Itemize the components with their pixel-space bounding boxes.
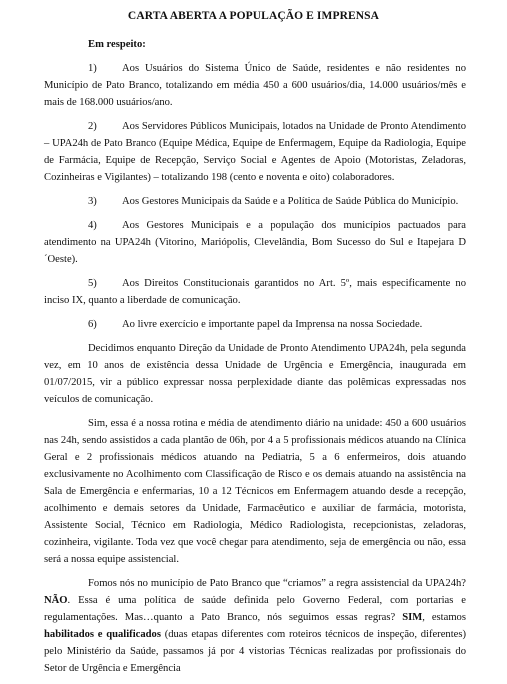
- item-text: Aos Usuários do Sistema Único de Saúde, residentes e não residentes no Município de Pato Branco, totalizando em média 450 a 600 usuários/dia, 14.000 usuários/mês e mais de 168.000 usuários/ano.: [44, 63, 466, 108]
- list-item: [44, 193, 466, 210]
- item-number: 3): [88, 196, 97, 207]
- item-text: Aos Gestores Municipais da Saúde e a Política de Saúde Pública do Município.: [122, 196, 459, 207]
- qualified-phrase: habilitados e qualificados: [44, 629, 161, 640]
- paragraph-rules-g: (duas etapas diferentes com roteiros técnicos de inspeção, diferentes) pelo Ministério da Saúde, passamos já por 4 vistorias Técnicas realizadas por profissionais do Setor de Urgência e Emergência: [44, 629, 466, 674]
- item-text: Aos Servidores Públicos Municipais, lotados na Unidade de Pronto Atendimento – UPA24h de Pato Branco (Equipe Médica, Equipe de Enfermagem, Equipe da Radiologia, Equipe de Farmácia, Equipe de Recepção, Serviço Social e Agentes de Apoio (Motoristas, Zeladoras, Cozinheiras e Vigilantes) – totalizando 198 (cento e noventa e oito) colaboradores.: [44, 121, 466, 183]
- paragraph-decision: Decidimos enquanto Direção da Unidade de Pronto Atendimento UPA24h, pela segunda vez, em 10 anos de existência dessa Unidade de Urgência e Emergência, inaugurada em 01/07/2015, vir a público expressar nossa perplexidade diante das polêmicas expressadas nos veículos de comunicação.: [44, 343, 466, 405]
- document-title: CARTA ABERTA A POPULAÇÃO E IMPRENSA: [127, 10, 380, 22]
- answer-no: NÃO: [44, 595, 68, 606]
- paragraph-routine: Sim, essa é a nossa rotina e média de atendimento diário na unidade: 450 a 600 usuários nas 24h, sendo assistidos a cada plantão de 06h, por 4 a 5 profissionais médicos atuando na Clínica Geral e 2 profissionais médicos atuando na Pediatria, 5 a 6 enfermeiros, dois atuando exclusivamente no Acolhimento com Classificação de Risco e os demais atuando na assistência na Sala de Emergência e enfermarias, 10 a 12 Técnicos em Enfermagem atuando desde a recepção, acolhimento e demais setores da Unidade, Farmacêutico e auxiliar de farmácia, motorista, Assistente Social, Técnico em Radiologia, Médico Radiologista, recepcionistas, zeladoras, cozinheira, vigilante. Toda vez que você chegar para atendimento, seja de emergência ou não, essa será a nossa equipe assistencial.: [44, 418, 466, 565]
- list-item: [44, 118, 466, 186]
- item-number: 2): [88, 121, 97, 132]
- paragraph-rules-e: , estamos: [422, 612, 466, 623]
- item-number: 4): [88, 220, 97, 231]
- document-body: [44, 36, 466, 684]
- list-item: [44, 275, 466, 309]
- list-item: [44, 217, 466, 268]
- list-item: [44, 60, 466, 111]
- greeting: Em respeito:: [88, 39, 146, 50]
- item-text: Ao livre exercício e importante papel da Imprensa na nossa Sociedade.: [122, 319, 423, 330]
- item-number: 1): [88, 63, 97, 74]
- item-text: Aos Gestores Municipais e a população dos municípios pactuados para atendimento na UPA24h (Vitorino, Mariópolis, Clevelândia, Bom Sucesso do Sul e Itapejara D´Oeste).: [44, 220, 466, 265]
- item-text: Aos Direitos Constitucionais garantidos no Art. 5º, mais especificamente no inciso IX, quanto a liberdade de comunicação.: [44, 278, 466, 306]
- paragraph-rules: [44, 575, 466, 677]
- list-item: [44, 316, 466, 333]
- paragraph-rules-c: . Essa é uma política de saúde definida pelo Governo Federal, com portarias e regulamentações. Mas…quanto a Pato Branco, nós seguimos essas regras?: [44, 595, 466, 623]
- item-number: 6): [88, 319, 97, 330]
- answer-yes: SIM: [402, 612, 423, 623]
- paragraph-rules-a: Fomos nós no município de Pato Branco que “criamos” a regra assistencial da UPA24h?: [88, 578, 466, 589]
- item-number: 5): [88, 278, 97, 289]
